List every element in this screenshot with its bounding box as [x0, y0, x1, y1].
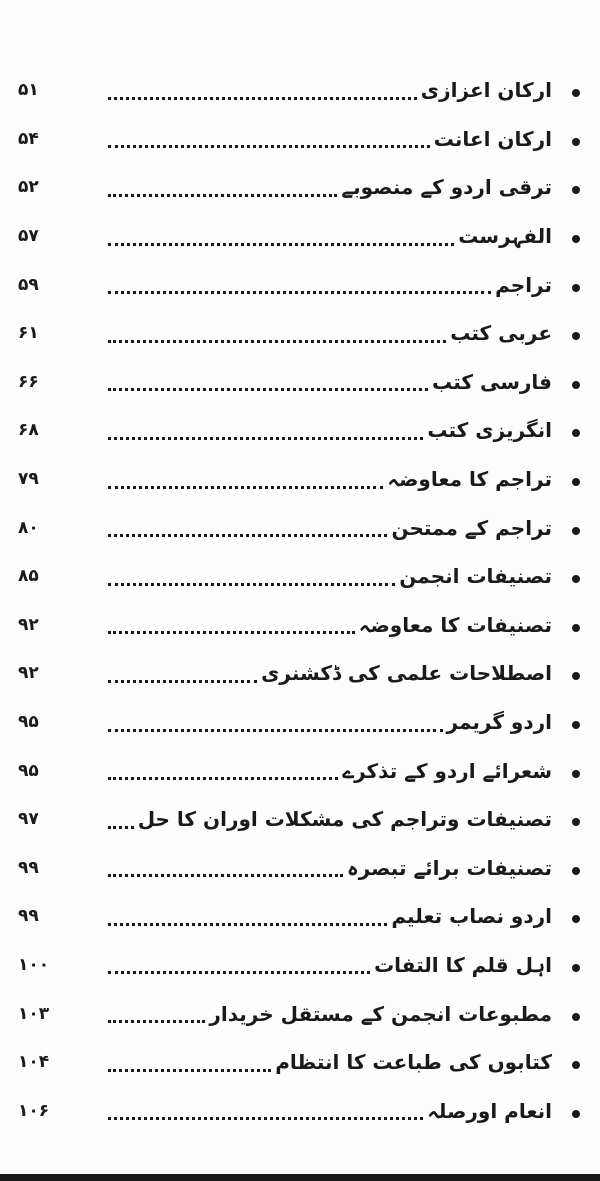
bullet-dot-icon	[572, 721, 580, 729]
toc-entry	[18, 698, 580, 747]
dot-leader	[108, 923, 387, 926]
bottom-border	[0, 1174, 600, 1181]
bullet-dot-icon	[572, 624, 580, 632]
toc-entry	[18, 115, 580, 164]
toc-entry-title: انگریزی کتب	[427, 418, 552, 443]
toc-entry	[18, 601, 580, 650]
dot-leader	[108, 631, 355, 634]
dot-leader	[108, 194, 337, 197]
toc-entry-page-number: ۶۸	[18, 420, 39, 441]
toc-entry-page-number: ۶۶	[18, 371, 39, 392]
bullet-dot-icon	[572, 429, 580, 437]
toc-entry-page-number: ۸۵	[18, 566, 39, 587]
dot-leader	[108, 729, 443, 732]
dot-leader	[108, 777, 338, 780]
dot-leader	[108, 486, 383, 489]
toc-entry-page-number: ۵۹	[18, 274, 39, 295]
toc-entry-title: تصنیفات برائے تبصرہ	[346, 855, 552, 880]
dot-leader	[108, 291, 491, 294]
dot-leader	[108, 971, 370, 974]
toc-entry-title: اہل قلم کا التفات	[374, 952, 552, 977]
bullet-dot-icon	[572, 138, 580, 146]
toc-entry-title: اردو نصاب تعلیم	[391, 904, 552, 929]
toc-entry-title: کتابوں کی طباعت کا انتظام	[275, 1050, 552, 1075]
dot-leader	[108, 1117, 423, 1120]
toc-entry	[18, 358, 580, 407]
toc-entry-title: اردو گریمر	[446, 710, 552, 735]
dot-leader	[108, 145, 430, 148]
bullet-dot-icon	[572, 89, 580, 97]
dot-leader	[108, 874, 343, 877]
toc-entry-title: تصنیفات انجمن	[399, 564, 552, 589]
toc-entry-title: فارسی کتب	[432, 369, 552, 394]
bullet-dot-icon	[572, 1061, 580, 1069]
toc-entry	[18, 649, 580, 698]
toc-entry-page-number: ۵۲	[18, 177, 39, 198]
toc-entry-title: اصطلاحات علمی کی ڈکشنری	[261, 661, 552, 686]
toc-entry-page-number: ۵۴	[18, 128, 39, 149]
toc-entry-page-number: ۱۰۶	[18, 1100, 50, 1121]
dot-leader	[108, 1069, 271, 1072]
toc-entry-title: تصنیفات کا معاوضہ	[358, 612, 552, 637]
bullet-dot-icon	[572, 575, 580, 583]
dot-leader	[108, 97, 417, 100]
bullet-dot-icon	[572, 1110, 580, 1118]
bullet-dot-icon	[572, 284, 580, 292]
toc-entry	[18, 989, 580, 1038]
toc-entry	[18, 260, 580, 309]
bullet-dot-icon	[572, 818, 580, 826]
bullet-dot-icon	[572, 964, 580, 972]
toc-entry-page-number: ۵۷	[18, 226, 39, 247]
toc-entry	[18, 309, 580, 358]
toc-entry-page-number: ۹۹	[18, 906, 39, 927]
toc-entry-page-number: ۹۵	[18, 760, 39, 781]
toc-entry	[18, 1086, 580, 1135]
dot-leader	[108, 534, 387, 537]
toc-entry	[18, 892, 580, 941]
toc-entry-title: ارکان اعانت	[433, 126, 552, 151]
toc-entry	[18, 66, 580, 115]
bullet-dot-icon	[572, 1013, 580, 1021]
toc-entry	[18, 844, 580, 893]
bullet-dot-icon	[572, 527, 580, 535]
toc-entry-title: انعام اورصلہ	[427, 1098, 552, 1123]
toc-entry-title: تراجم کا معاوضہ	[387, 467, 552, 492]
dot-leader	[108, 388, 428, 391]
dot-leader	[108, 243, 454, 246]
toc-entry-title: ارکان اعزازی	[420, 78, 552, 103]
bullet-dot-icon	[572, 770, 580, 778]
toc-entry-page-number: ۹۹	[18, 857, 39, 878]
bullet-dot-icon	[572, 186, 580, 194]
bullet-dot-icon	[572, 478, 580, 486]
toc-entry	[18, 406, 580, 455]
toc-entry-page-number: ۶۱	[18, 323, 39, 344]
toc-entry-page-number: ۱۰۳	[18, 1003, 50, 1024]
toc-entry-page-number: ۸۰	[18, 517, 39, 538]
toc-entry	[18, 503, 580, 552]
toc-entry-title: تصنیفات وتراجم کی مشکلات اوران کا حل	[137, 807, 552, 832]
toc-entry	[18, 746, 580, 795]
toc-entry-page-number: ۹۲	[18, 614, 39, 635]
toc-entry-title: ترقی اردو کے منصوبے	[341, 175, 552, 200]
toc-entry-page-number: ۷۹	[18, 469, 39, 490]
toc-entry	[18, 1038, 580, 1087]
toc-entry	[18, 552, 580, 601]
toc-entry-page-number: ۱۰۴	[18, 1052, 50, 1073]
toc-entry-title: شعرائے اردو کے تذکرے	[342, 758, 552, 783]
bullet-dot-icon	[572, 381, 580, 389]
bullet-dot-icon	[572, 332, 580, 340]
bullet-dot-icon	[572, 672, 580, 680]
toc-entry-page-number: ۹۵	[18, 712, 39, 733]
dot-leader	[108, 583, 395, 586]
dot-leader	[108, 1020, 205, 1023]
dot-leader	[108, 340, 446, 343]
bullet-dot-icon	[572, 235, 580, 243]
bullet-dot-icon	[572, 867, 580, 875]
toc-entry-title: مطبوعات انجمن کے مستقل خریدار	[209, 1001, 552, 1026]
toc-entry-title: عربی کتب	[450, 321, 552, 346]
dot-leader	[108, 826, 134, 829]
toc-entry	[18, 163, 580, 212]
toc-entry	[18, 795, 580, 844]
toc-entry	[18, 941, 580, 990]
bullet-dot-icon	[572, 915, 580, 923]
toc-entry-page-number: ۱۰۰	[18, 954, 50, 975]
table-of-contents	[18, 66, 580, 1135]
dot-leader	[108, 680, 257, 683]
toc-entry-title: تراجم	[495, 272, 552, 297]
dot-leader	[108, 437, 423, 440]
toc-entry-page-number: ۵۱	[18, 80, 39, 101]
toc-entry-page-number: ۹۷	[18, 809, 39, 830]
toc-entry-title: تراجم کے ممتحن	[391, 515, 552, 540]
toc-entry	[18, 455, 580, 504]
toc-entry-title: الفہرست	[458, 224, 552, 249]
toc-entry-page-number: ۹۲	[18, 663, 39, 684]
toc-entry	[18, 212, 580, 261]
